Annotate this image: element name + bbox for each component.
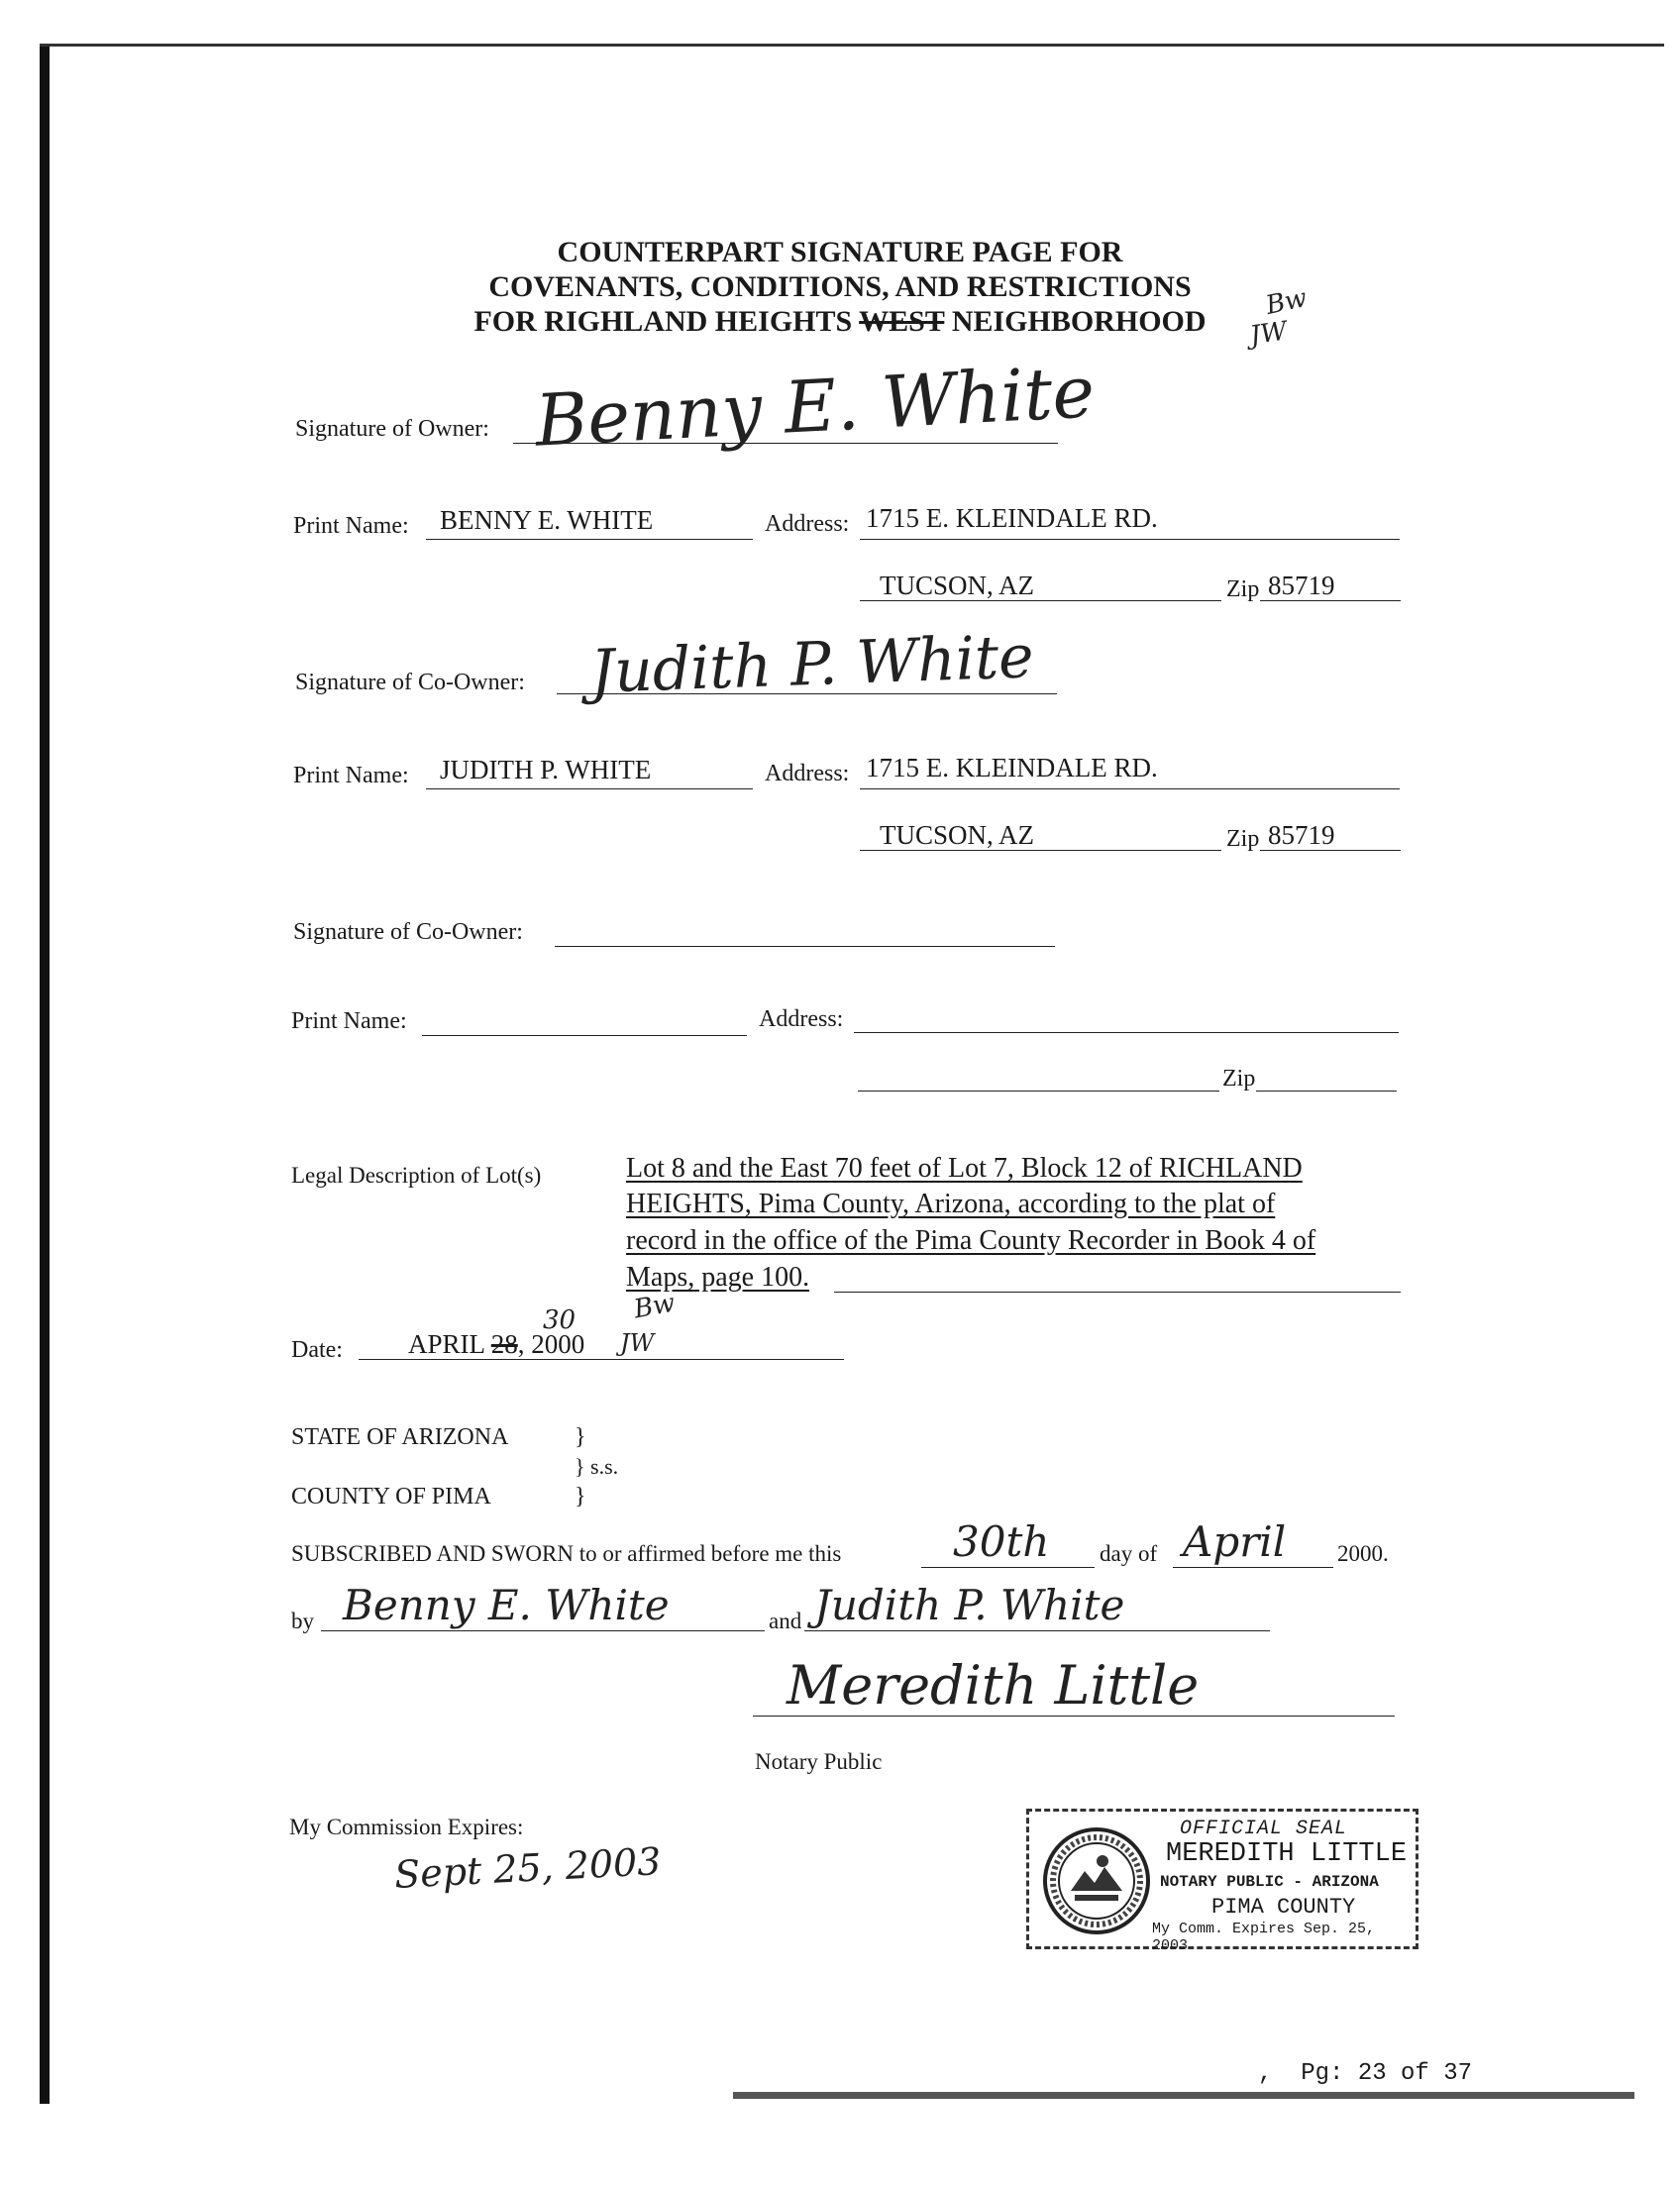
coowner1-address-line	[860, 788, 1400, 789]
title-struck-word: WEST	[859, 305, 945, 338]
seal-line-3: NOTARY PUBLIC - ARIZONA	[1160, 1873, 1379, 1891]
commission-date: Sept 25, 2003	[393, 1838, 663, 1898]
jurat-name2-line	[804, 1630, 1270, 1631]
jurat-year: 2000.	[1337, 1541, 1389, 1566]
coowner2-print-line	[422, 1035, 747, 1036]
coowner1-city: TUCSON, AZ	[880, 820, 1035, 850]
seal-line-1: OFFICIAL SEAL	[1180, 1818, 1348, 1840]
owner-address: 1715 E. KLEINDALE RD.	[866, 503, 1158, 533]
coowner2-address-line	[854, 1032, 1399, 1033]
coowner1-zip-label: Zip	[1226, 826, 1260, 852]
venue-state: STATE OF ARIZONA	[291, 1424, 509, 1450]
date-year: , 2000	[517, 1329, 585, 1359]
coowner1-print-line	[426, 788, 753, 789]
title-line-2: COVENANTS, CONDITIONS, AND RESTRICTIONS	[488, 270, 1192, 303]
owner-city: TUCSON, AZ	[880, 571, 1035, 600]
jurat-name1-line	[321, 1630, 765, 1631]
title-initials-jw: JW	[1248, 316, 1290, 352]
jurat-month: April	[1183, 1517, 1287, 1566]
venue-brace-bottom: }	[575, 1484, 586, 1510]
seal-line-5: My Comm. Expires Sep. 25, 2003	[1152, 1921, 1376, 1954]
owner-address-line	[860, 539, 1400, 540]
coowner1-print-label: Print Name:	[293, 763, 409, 788]
legal-description-line-3: record in the office of the Pima County Recorder in Book 4 of	[626, 1225, 1316, 1256]
date-month: APRIL	[408, 1329, 491, 1359]
coowner2-zip-label: Zip	[1222, 1066, 1256, 1092]
owner-signature: Benny E. White	[533, 350, 1097, 463]
jurat-day-of: day of	[1100, 1541, 1158, 1566]
jurat-text: SUBSCRIBED AND SWORN to or affirmed before me this	[291, 1541, 842, 1566]
legal-description-tail-line	[834, 1292, 1401, 1293]
jurat-day: 30th	[953, 1517, 1050, 1566]
coowner1-zip: 85719	[1268, 820, 1335, 850]
scan-left-border	[40, 44, 50, 2104]
title-initials-bw: Bw	[1263, 283, 1311, 321]
coowner1-print-name: JUDITH P. WHITE	[440, 755, 652, 784]
coowner1-signature: Judith P. White	[588, 622, 1035, 707]
jurat-by: by	[291, 1609, 314, 1633]
notary-public-label: Notary Public	[755, 1749, 883, 1774]
coowner1-address: 1715 E. KLEINDALE RD.	[866, 753, 1158, 782]
coowner2-signature-label: Signature of Co-Owner:	[293, 919, 523, 945]
coowner2-address-label: Address:	[759, 1006, 844, 1032]
coowner2-signature-line	[555, 946, 1055, 947]
title-line-1: COUNTERPART SIGNATURE PAGE FOR	[557, 236, 1123, 268]
title-line-3b: NEIGHBORHOOD	[944, 305, 1207, 338]
legal-description-label: Legal Description of Lot(s)	[291, 1163, 542, 1188]
jurat-day-line	[921, 1567, 1095, 1568]
notary-signature: Meredith Little	[787, 1654, 1200, 1717]
coowner1-signature-label: Signature of Co-Owner:	[295, 670, 525, 695]
venue-ss: } s.s.	[575, 1454, 619, 1479]
owner-signature-label: Signature of Owner:	[295, 416, 489, 442]
jurat-and: and	[769, 1609, 802, 1633]
coowner1-address-label: Address:	[765, 761, 850, 786]
title-line-3a: FOR RIGHLAND HEIGHTS	[473, 305, 860, 338]
coowner2-city-line	[858, 1091, 1219, 1092]
title-line-3	[0, 305, 1680, 339]
date-initials-bw: Bw	[631, 1288, 678, 1325]
seal-line-4: PIMA COUNTY	[1211, 1895, 1356, 1920]
seal-line-2: MEREDITH LITTLE	[1166, 1839, 1408, 1869]
date-label: Date:	[291, 1337, 343, 1363]
legal-description-line-4: Maps, page 100.	[626, 1262, 810, 1293]
date-day-correction: 30	[543, 1305, 577, 1335]
owner-zip-label: Zip	[1226, 576, 1260, 602]
page-number: , Pg: 23 of 37	[1258, 2060, 1473, 2087]
jurat-name1: Benny E. White	[343, 1581, 670, 1629]
date-day-struck: 28	[490, 1329, 518, 1359]
date-initials-jw: JW	[620, 1329, 655, 1357]
venue-brace-top: }	[575, 1424, 586, 1450]
arizona-state-seal-icon	[1041, 1825, 1152, 1936]
coowner2-print-label: Print Name:	[291, 1008, 407, 1034]
owner-print-label: Print Name:	[293, 513, 409, 539]
owner-print-line	[426, 539, 753, 540]
venue-county: COUNTY OF PIMA	[291, 1484, 491, 1510]
owner-zip: 85719	[1268, 571, 1335, 600]
owner-address-label: Address:	[765, 511, 850, 537]
jurat-name2: Judith P. White	[814, 1581, 1125, 1629]
scan-bottom-bar	[733, 2092, 1634, 2099]
legal-description-line-1: Lot 8 and the East 70 feet of Lot 7, Block 12 of RICHLAND	[626, 1153, 1303, 1184]
legal-description-line-2: HEIGHTS, Pima County, Arizona, according to the plat of	[626, 1189, 1276, 1219]
scan-top-border	[40, 44, 1664, 47]
owner-print-name: BENNY E. WHITE	[440, 505, 654, 535]
commission-label: My Commission Expires:	[289, 1815, 524, 1839]
official-seal-stamp	[1026, 1809, 1418, 1954]
jurat-month-line	[1173, 1567, 1333, 1568]
coowner2-zip-line	[1256, 1091, 1397, 1092]
